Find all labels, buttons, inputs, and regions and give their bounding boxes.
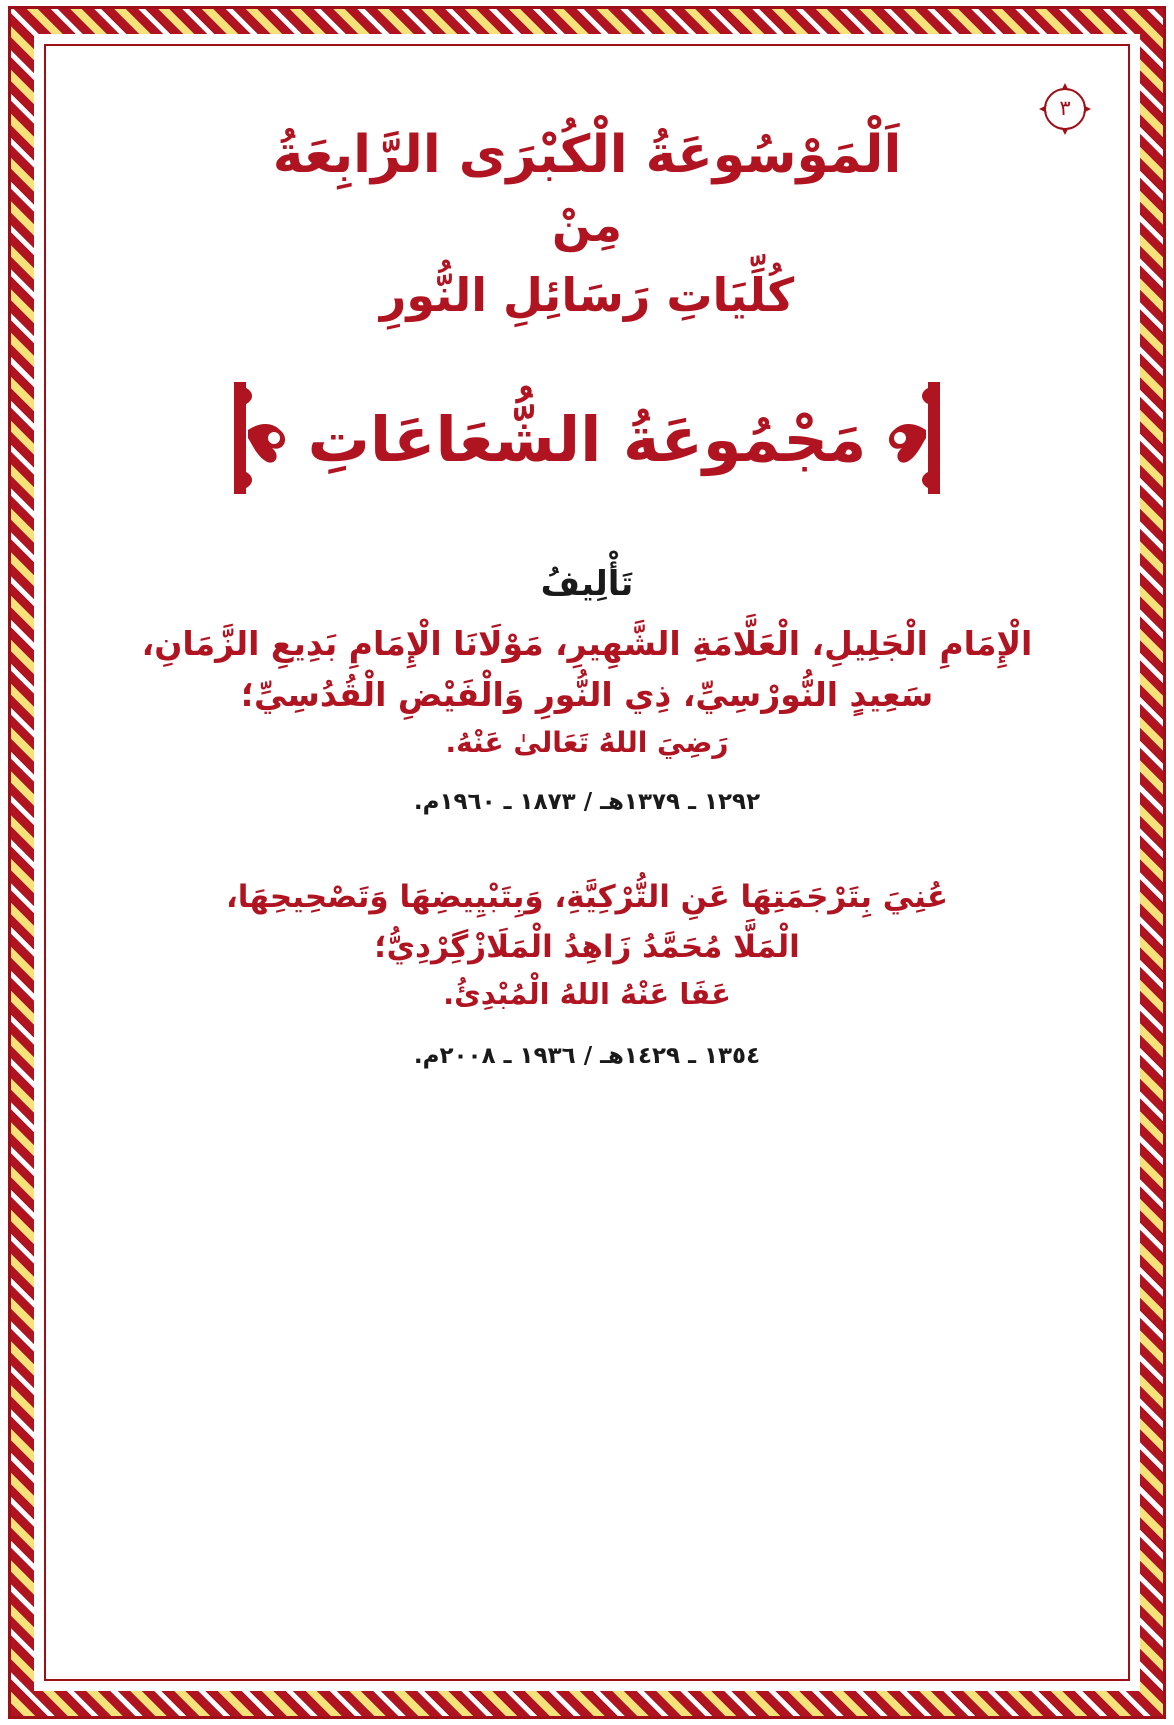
page-number-value: ٣ xyxy=(1059,95,1071,120)
author-dua: رَضِيَ اللهُ تَعَالىٰ عَنْهُ. xyxy=(445,726,729,760)
title-line-2: مِنْ xyxy=(552,198,622,253)
translator-line-2: الْمَلَّا مُحَمَّدُ زَاهِدُ الْمَلَازْگِرْدِيُّ؛ xyxy=(374,928,800,965)
banner-title-row xyxy=(86,378,1088,502)
author-label: تَأْلِيفُ xyxy=(540,564,634,605)
page-content xyxy=(60,58,1114,1667)
author-dates: ١٢٩٢ ـ ١٣٧٩هـ / ١٨٧٣ ـ ١٩٦٠م. xyxy=(413,789,761,816)
translator-dates: ١٣٥٤ ـ ١٤٢٩هـ / ١٩٣٦ ـ ٢٠٠٨م. xyxy=(413,1042,761,1069)
title-line-1: اَلْمَوْسُوعَةُ الْكُبْرَى الرَّابِعَةُ xyxy=(272,125,902,185)
author-block xyxy=(86,618,1088,720)
translator-line-1: عُنِيَ بِتَرْجَمَتِهَا عَنِ التُّرْكِيَّةِ، وَبِتَبْيِيضِهَا وَتَصْحِيحِهَا، xyxy=(225,879,948,916)
page-number-medallion xyxy=(1036,80,1094,138)
banner-title-text: مَجْمُوعَةُ الشُّعَاعَاتِ xyxy=(307,402,867,476)
floral-ornament-icon-left xyxy=(876,378,946,502)
author-line-2: سَعِيدٍ النُّورْسِيِّ، ذِي النُّورِ وَالْفَيْضِ الْقُدُسِيِّ؛ xyxy=(240,675,934,715)
translator-block xyxy=(86,873,1088,972)
author-line-1: الْإِمَامِ الْجَلِيلِ، الْعَلَّامَةِ الشَّهِيرِ، مَوْلَانَا الْإِمَامِ بَدِيعِ الزَّمَانِ، xyxy=(141,624,1033,664)
title-line-3: كُلِّيَاتِ رَسَائِلِ النُّورِ xyxy=(379,267,795,322)
translator-dua: عَفَا عَنْهُ اللهُ الْمُبْدِئُ. xyxy=(443,976,731,1011)
floral-ornament-icon-right xyxy=(228,378,298,502)
